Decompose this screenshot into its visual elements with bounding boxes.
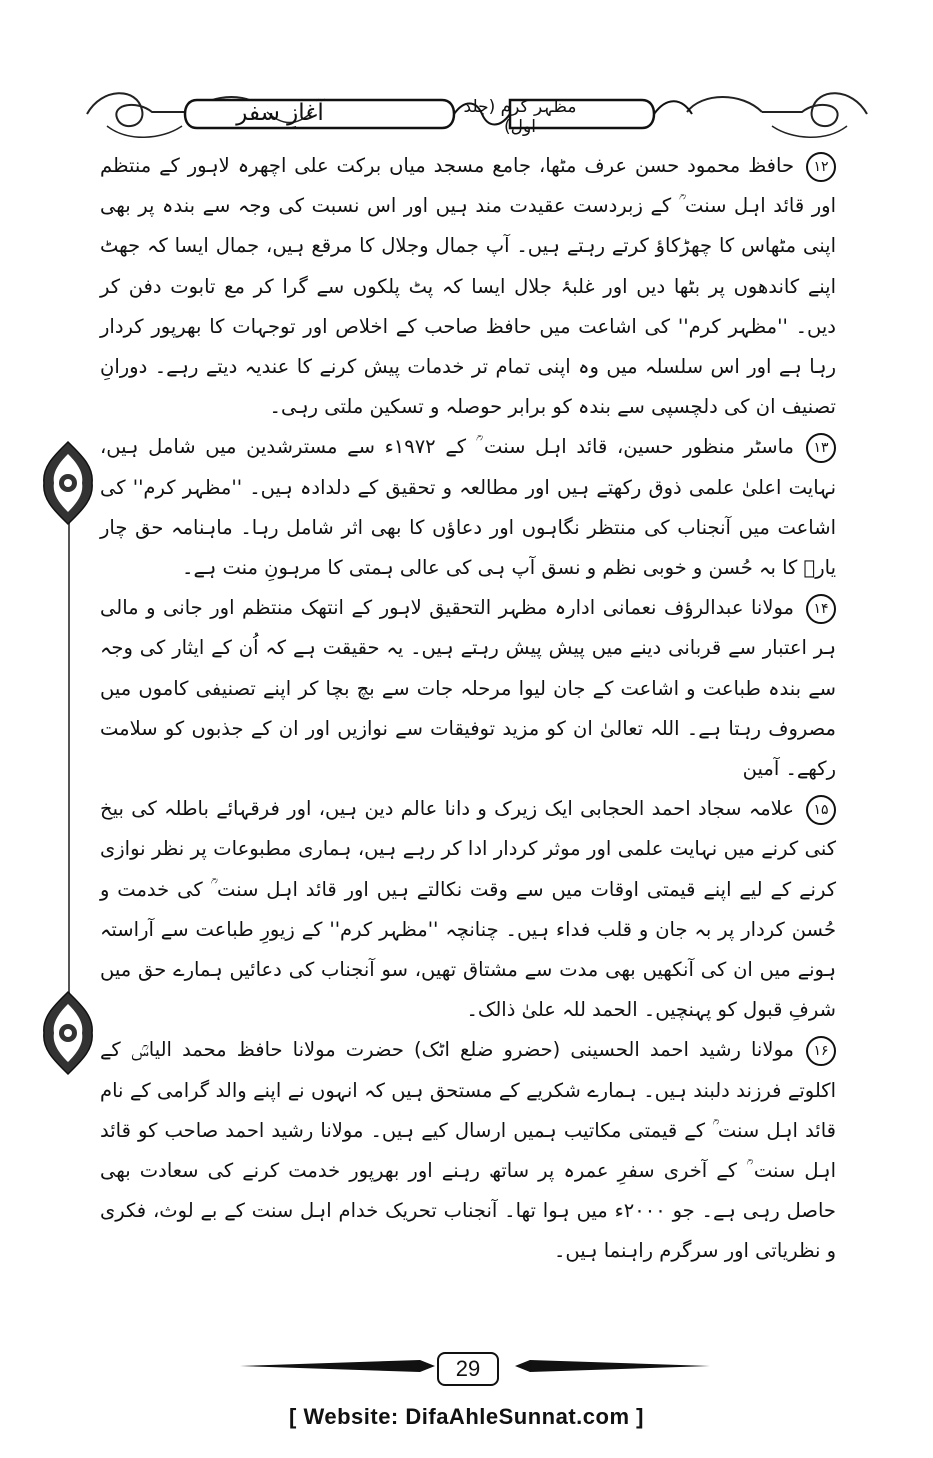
paragraph-number: ۱۶ [806, 1036, 836, 1066]
paragraph [100, 1030, 836, 1271]
paragraph-number: ۱۴ [806, 594, 836, 624]
website-credit: [ Website: DifaAhleSunnat.com ] [289, 1404, 644, 1429]
paragraph-text: مولانا رشید احمد الحسینی (حضرو ضلع اٹک) حضرت مولانا حافظ محمد الیاسؒ کے اکلوتے فرزند دلبند ہیں۔ ہمارے شکریے کے مستحق ہیں کہ انہوں نے اپنے والد گرامی کے نام قائد اہل سنت ؒ کے قیمتی مکاتیب ہمیں ارسال کیے ہیں۔ مولانا رشید احمد صاحب کو قائد اہل سنت ؒ کے آخری سفرِ عمرہ پر ساتھ رہنے اور بھرپور خدمت کرنے کی سعادت بھی حاصل رہی ہے۔ جو ۲۰۰۰ء میں ہوا تھا۔ آنجناب تحریک خدام اہل سنت کے بے لوث، فکری و نظریاتی اور سرگرم راہنما ہیں۔ [100, 1038, 836, 1263]
paragraph-text: حافظ محمود حسن عرف مٹھا، جامع مسجد میاں برکت علی اچھرہ لاہور کے منتظم اور قائد اہل سنت ؒ کے زبردست عقیدت مند ہیں اور اس نسبت کی وجہ سے بندہ پر بھی اپنی مٹھاس کا چھڑکاؤ کرتے رہتے ہیں۔ آپ جمال وجلال کا مرقع ہیں، جمال ایسا کہ جھٹ اپنے کاندھوں پر بٹھا دیں اور غلبۂ جلال ایسا کہ پٹ پلکوں سے گرا کر مع تابوت دفن کر دیں۔ ''مظہر کرم'' کی اشاعت میں حافظ صاحب کے اخلاص اور توجہات کا بھرپور کردار رہا ہے اور اس سلسلہ میں وہ اپنی تمام تر خدمات پیش کرنے کا عندیہ دیتے رہے۔ دورانِ تصنیف ان کی دلچسپی سے بندہ کو برابر حوصلہ و تسکین ملتی رہی۔ [100, 154, 836, 419]
page-number: 29 [437, 1352, 499, 1386]
paragraph-number: ۱۵ [806, 795, 836, 825]
paragraph [100, 588, 836, 789]
side-medallion-icon [40, 440, 96, 526]
paragraph-text: علامہ سجاد احمد الحجابی ایک زیرک و دانا عالم دین ہیں، اور فرقہائے باطلہ کی بیخ کنی کرنے میں نہایت علمی اور موثر کردار ادا کر رہے ہیں، ہماری مطبوعات پر نظر نوازی کرنے کے لیے اپنے قیمتی اوقات میں سے وقت نکالتے ہیں اور قائد اہل سنت ؒ کی خدمت و حُسن کردار پر بہ جان و قلب فداء ہیں۔ چنانچہ ''مظہر کرم'' کے زیورِ طباعت سے آراستہ ہونے میں ان کی آنکھیں بھی مدت سے مشتاق تھیں، سو آنجناب کی دعائیں ہمارے حق میں شرفِ قبول کو پہنچیں۔ الحمد للہ علیٰ ذالک۔ [100, 797, 836, 1022]
paragraph-text: ماسٹر منظور حسین، قائد اہل سنت ؒ کے ۱۹۷۲ء سے مسترشدین میں شامل ہیں، نہایت اعلیٰ علمی ذوق رکھتے ہیں اور مطالعہ و تحقیق کے دلدادہ ہیں۔ ''مظہر کرم'' کی اشاعت میں آنجناب کی منتظر نگاہوں اور دعاؤں کا بھی اثر شامل رہا۔ ماہنامہ حق چار یارؓ کا بہ حُسن و خوبی نظم و نسق آپ ہی کی عالی ہمتی کا مرہونِ منت ہے۔ [100, 435, 836, 580]
paragraph-number: ۱۲ [806, 152, 836, 182]
book-title: مظہر کرم (جلد اول) [463, 97, 577, 137]
paragraph [100, 789, 836, 1030]
paragraph [100, 427, 836, 588]
page-body [100, 146, 836, 1272]
side-rule [68, 490, 70, 1010]
paragraph-text: مولانا عبدالرؤف نعمانی ادارہ مظہر التحقیق لاہور کے انتھک منتظم اور جانی و مالی ہر اعتبار سے قربانی دینے میں پیش پیش رہتے ہیں۔ یہ حقیقت ہے کہ اُن کے ایثار کی وجہ سے بندہ طباعت و اشاعت کے جان لیوا مرحلہ جات سے بچ بچا کر اپنے تصنیفی کاموں میں مصروف رہتا ہے۔ اللہ تعالیٰ ان کو مزید توفیقات سے نوازیں اور ان کے جذبوں کو سلامت رکھے۔ آمین [100, 596, 836, 781]
side-medallion-icon [40, 990, 96, 1076]
paragraph-number: ۱۳ [806, 433, 836, 463]
chapter-title: آغازِ سفر [236, 100, 324, 126]
paragraph [100, 146, 836, 427]
